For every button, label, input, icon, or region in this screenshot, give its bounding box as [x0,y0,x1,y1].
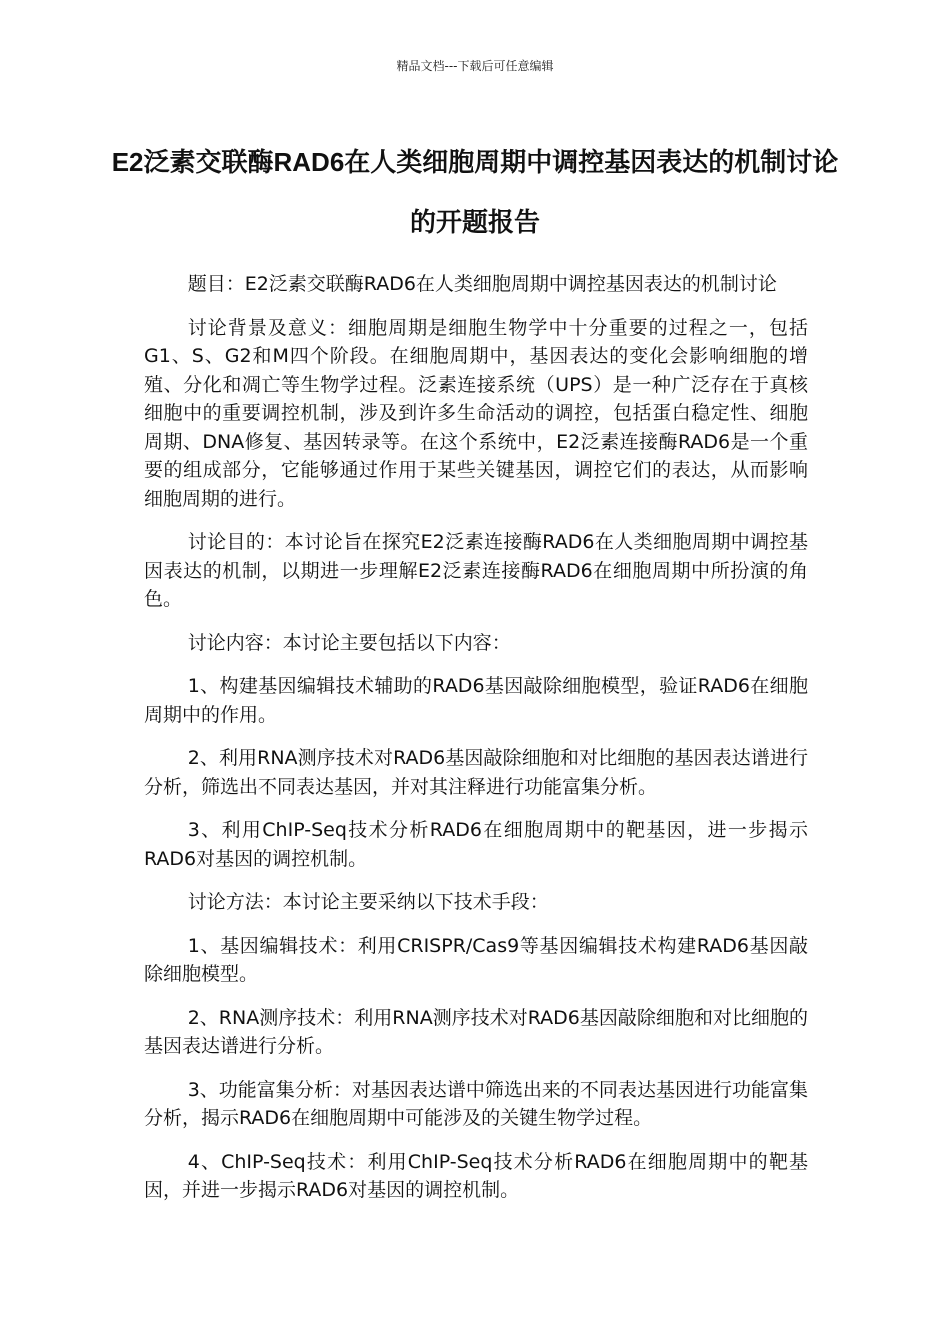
method-item-4: 4、ChIP-Seq技术：利用ChIP-Seq技术分析RAD6在细胞周期中的靶基因，并进一步揭示RAD6对基因的调控机制。 [144,1150,808,1201]
method-item-1: 1、基因编辑技术：利用CRISPR/Cas9等基因编辑技术构建RAD6基因敲除细胞模型。 [144,934,808,985]
purpose-paragraph: 讨论目的：本讨论旨在探究E2泛素连接酶RAD6在人类细胞周期中调控基因表达的机制，以期进一步理解E2泛素连接酶RAD6在细胞周期中所扮演的角色。 [144,531,808,610]
method-item-2: 2、RNA测序技术：利用RNA测序技术对RAD6基因敲除细胞和对比细胞的基因表达谱进行分析。 [144,1006,808,1057]
page-header-note: 精品文档---下载后可任意编辑 [396,59,554,73]
method-heading-paragraph: 讨论方法：本讨论主要采纳以下技术手段： [187,891,549,913]
background-paragraph: 讨论背景及意义：细胞周期是细胞生物学中十分重要的过程之一，包括G1、S、G2和M四个阶段。在细胞周期中，基因表达的变化会影响细胞的增殖、分化和凋亡等生物学过程。泛素连接系统（UPS）是一种广泛存在于真核细胞中的重要调控机制，涉及到许多生命活动的调控，包括蛋白稳定性、细胞周期、DNA修复、基因转录等。在这个系统中，E2泛素连接酶RAD6是一个重要的组成部分，它能够通过作用于某些关键基因，调控它们的表达，从而影响细胞周期的进行。 [144,316,808,510]
content-item-3: 3、利用ChIP-Seq技术分析RAD6在细胞周期中的靶基因，进一步揭示RAD6对基因的调控机制。 [144,819,808,870]
document-body [144,270,808,1220]
content-item-2: 2、利用RNA测序技术对RAD6基因敲除细胞和对比细胞的基因表达谱进行分析，筛选出不同表达基因，并对其注释进行功能富集分析。 [144,747,808,798]
content-heading-paragraph: 讨论内容：本讨论主要包括以下内容： [187,631,511,654]
method-item-3: 3、功能富集分析：对基因表达谱中筛选出来的不同表达基因进行功能富集分析，揭示RAD6在细胞周期中可能涉及的关键生物学过程。 [144,1078,808,1129]
topic-paragraph: 题目：E2泛素交联酶RAD6在人类细胞周期中调控基因表达的机制讨论 [187,273,777,295]
document-title: E2泛素交联酶RAD6在人类细胞周期中调控基因表达的机制讨论的开题报告 [111,147,839,237]
content-item-1: 1、构建基因编辑技术辅助的RAD6基因敲除细胞模型，验证RAD6在细胞周期中的作用。 [144,675,808,726]
